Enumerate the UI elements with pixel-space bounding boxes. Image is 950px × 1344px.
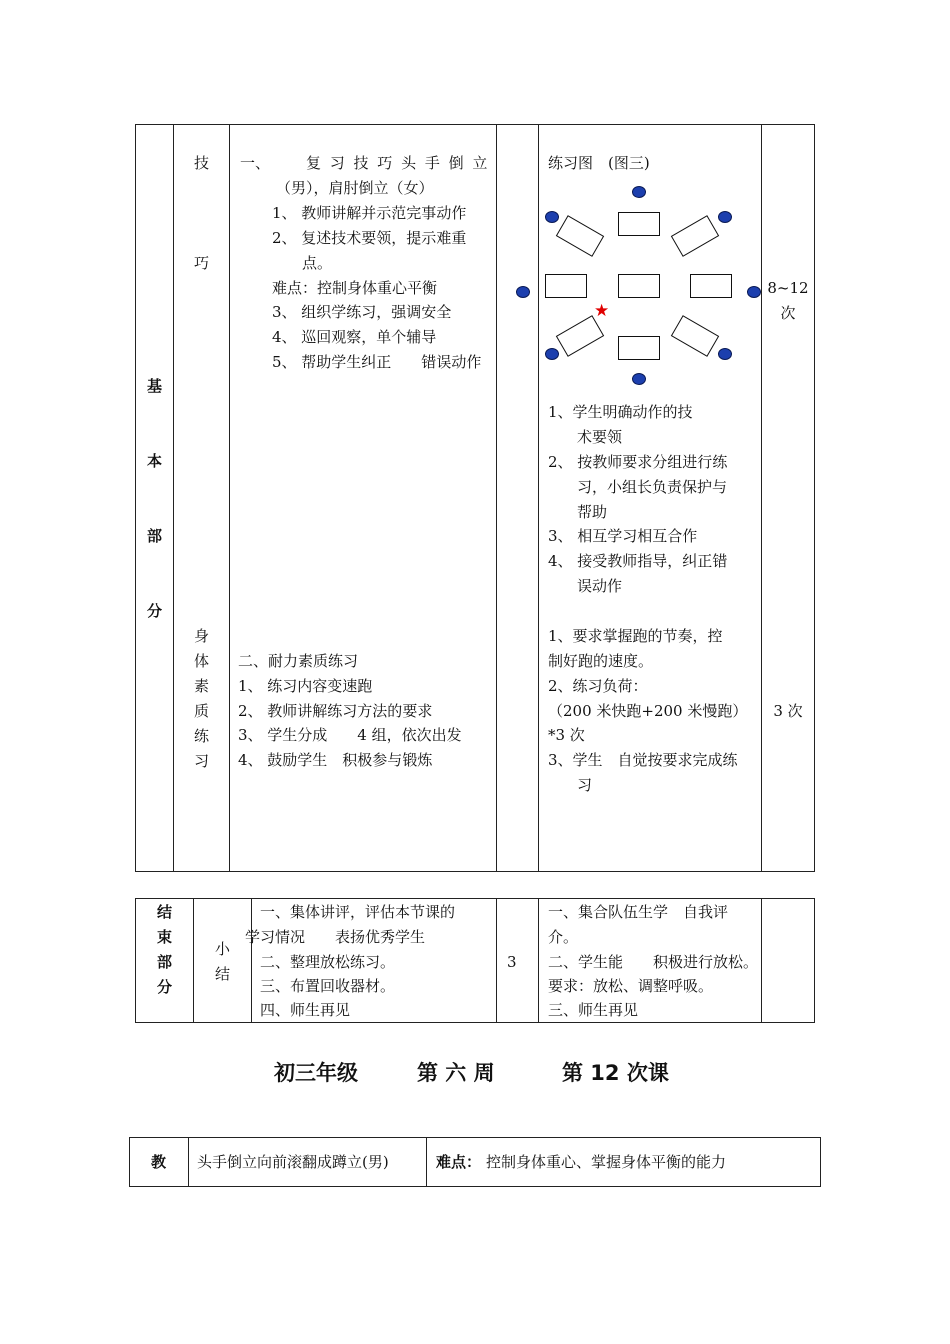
end-teacher-line: 四、师生再见 bbox=[260, 1001, 351, 1019]
difficulty-label: 难点： bbox=[436, 1153, 482, 1171]
student-skill-item: 帮助 bbox=[577, 503, 608, 521]
end-section-char: 部 bbox=[156, 953, 172, 971]
mat-rect bbox=[690, 274, 732, 298]
skill-heading-text: 复 习 技 巧 头 手 倒 立 bbox=[306, 154, 490, 172]
marker-dot bbox=[632, 373, 646, 385]
marker-dot bbox=[545, 211, 559, 223]
mat-rect bbox=[556, 315, 604, 357]
skill-char: 巧 bbox=[193, 254, 209, 272]
fitness-char: 质 bbox=[193, 702, 209, 720]
marker-dot bbox=[718, 211, 732, 223]
skill-char: 技 bbox=[193, 154, 209, 172]
mat-rect bbox=[545, 274, 587, 298]
teach-content: 头手倒立向前滚翻成蹲立(男) bbox=[197, 1153, 389, 1171]
skill-item: 点。 bbox=[302, 254, 333, 272]
end-teacher-line: 二、整理放松练习。 bbox=[260, 953, 396, 971]
end-student-line: 二、学生能 积极进行放松。 bbox=[548, 953, 759, 971]
diagram-caption: 练习图 (图三) bbox=[548, 154, 650, 172]
summary-char: 小 bbox=[214, 940, 230, 958]
count-fitness bbox=[762, 699, 814, 724]
end-time: 3 bbox=[507, 953, 517, 971]
student-fitness-item: 制好跑的速度。 bbox=[548, 652, 654, 670]
student-fitness-item: *3 次 bbox=[548, 726, 585, 744]
skill-item: 1、 教师讲解并示范完事动作 bbox=[272, 204, 467, 222]
student-skill-item: 1、学生明确动作的技 bbox=[548, 403, 693, 421]
count-skill-unit: 次 bbox=[780, 304, 796, 322]
marker-dot bbox=[632, 186, 646, 198]
end-student-line: 一、集合队伍生学 自我评 bbox=[548, 903, 729, 921]
marker-dot bbox=[747, 286, 761, 298]
count-skill-value: 8~12 bbox=[767, 279, 809, 297]
mat-rect bbox=[671, 315, 719, 357]
difficulty-text: 控制身体重心、掌握身体平衡的能力 bbox=[486, 1153, 727, 1171]
count-skill bbox=[762, 276, 814, 326]
marker-dot bbox=[516, 286, 530, 298]
skill-heading-cont: （男），肩肘倒立（女） bbox=[276, 179, 434, 197]
end-section-label bbox=[136, 900, 193, 1000]
section-char: 本 bbox=[146, 452, 162, 470]
skill-item: 5、 帮助学生纠正 错误动作 bbox=[272, 353, 482, 371]
mat-rect bbox=[556, 215, 604, 257]
end-section-char: 结 bbox=[156, 903, 172, 921]
student-skill-item: 4、 接受教师指导，纠正错 bbox=[548, 552, 728, 570]
summary-label bbox=[194, 937, 251, 987]
lesson-week: 第 六 周 bbox=[417, 1061, 495, 1085]
student-fitness-item: 习 bbox=[577, 776, 593, 794]
fitness-char: 素 bbox=[193, 677, 209, 695]
fitness-char: 习 bbox=[193, 752, 209, 770]
mat-rect bbox=[618, 212, 660, 236]
student-fitness-item: 2、练习负荷： bbox=[548, 677, 648, 695]
mat-rect bbox=[618, 274, 660, 298]
student-skill-item: 3、 相互学习相互合作 bbox=[548, 527, 698, 545]
end-teacher-line: 一、集体讲评，评估本节课的 bbox=[260, 903, 456, 921]
end-student-line: 要求：放松、调整呼吸。 bbox=[548, 977, 714, 995]
summary-char: 结 bbox=[214, 965, 230, 983]
teacher-star-icon: ★ bbox=[594, 301, 610, 321]
student-skill-item: 误动作 bbox=[577, 577, 623, 595]
end-student-line: 介。 bbox=[548, 928, 579, 946]
fitness-item: 4、 鼓励学生 积极参与锻炼 bbox=[238, 751, 433, 769]
teach-label: 教 bbox=[151, 1153, 167, 1171]
fitness-item: 1、 练习内容变速跑 bbox=[238, 677, 373, 695]
count-fitness-value: 3 次 bbox=[773, 702, 803, 720]
end-teacher-line: 学习情况 表扬优秀学生 bbox=[245, 928, 426, 946]
student-skill-item: 习，小组长负责保护与 bbox=[577, 478, 728, 496]
fitness-char: 体 bbox=[193, 652, 209, 670]
end-section-char: 分 bbox=[156, 978, 172, 996]
skill-item: 难点：控制身体重心平衡 bbox=[272, 279, 438, 297]
mat-rect bbox=[618, 336, 660, 360]
fitness-label bbox=[174, 624, 229, 774]
fitness-item: 二、耐力素质练习 bbox=[238, 652, 359, 670]
marker-dot bbox=[545, 348, 559, 360]
lesson-grade: 初三年级 bbox=[274, 1061, 358, 1085]
skill-label bbox=[174, 151, 229, 276]
section-label-basic bbox=[136, 375, 173, 625]
student-fitness-item: 1、要求掌握跑的节奏，控 bbox=[548, 627, 723, 645]
lesson-number: 第 12 次课 bbox=[562, 1061, 669, 1085]
student-fitness-item: （200 米快跑+200 米慢跑） bbox=[548, 702, 748, 720]
skill-heading-num: 一、 bbox=[240, 154, 271, 172]
fitness-char: 练 bbox=[193, 727, 209, 745]
end-teacher-line: 三、布置回收器材。 bbox=[260, 977, 396, 995]
skill-item: 2、 复述技术要领，提示难重 bbox=[272, 229, 467, 247]
section-char: 部 bbox=[146, 527, 162, 545]
section-char: 分 bbox=[146, 602, 162, 620]
fitness-item: 3、 学生分成 4 组，依次出发 bbox=[238, 726, 462, 744]
skill-item: 3、 组织学练习，强调安全 bbox=[272, 303, 452, 321]
marker-dot bbox=[718, 348, 732, 360]
student-skill-item: 2、 按教师要求分组进行练 bbox=[548, 453, 728, 471]
fitness-char: 身 bbox=[193, 627, 209, 645]
mat-rect bbox=[671, 215, 719, 257]
student-fitness-item: 3、学生 自觉按要求完成练 bbox=[548, 751, 738, 769]
end-section-char: 束 bbox=[156, 928, 172, 946]
section-char: 基 bbox=[146, 377, 162, 395]
fitness-item: 2、 教师讲解练习方法的要求 bbox=[238, 702, 433, 720]
skill-item: 4、 巡回观察，单个辅导 bbox=[272, 328, 437, 346]
end-student-line: 三、师生再见 bbox=[548, 1001, 639, 1019]
student-skill-item: 术要领 bbox=[577, 428, 623, 446]
